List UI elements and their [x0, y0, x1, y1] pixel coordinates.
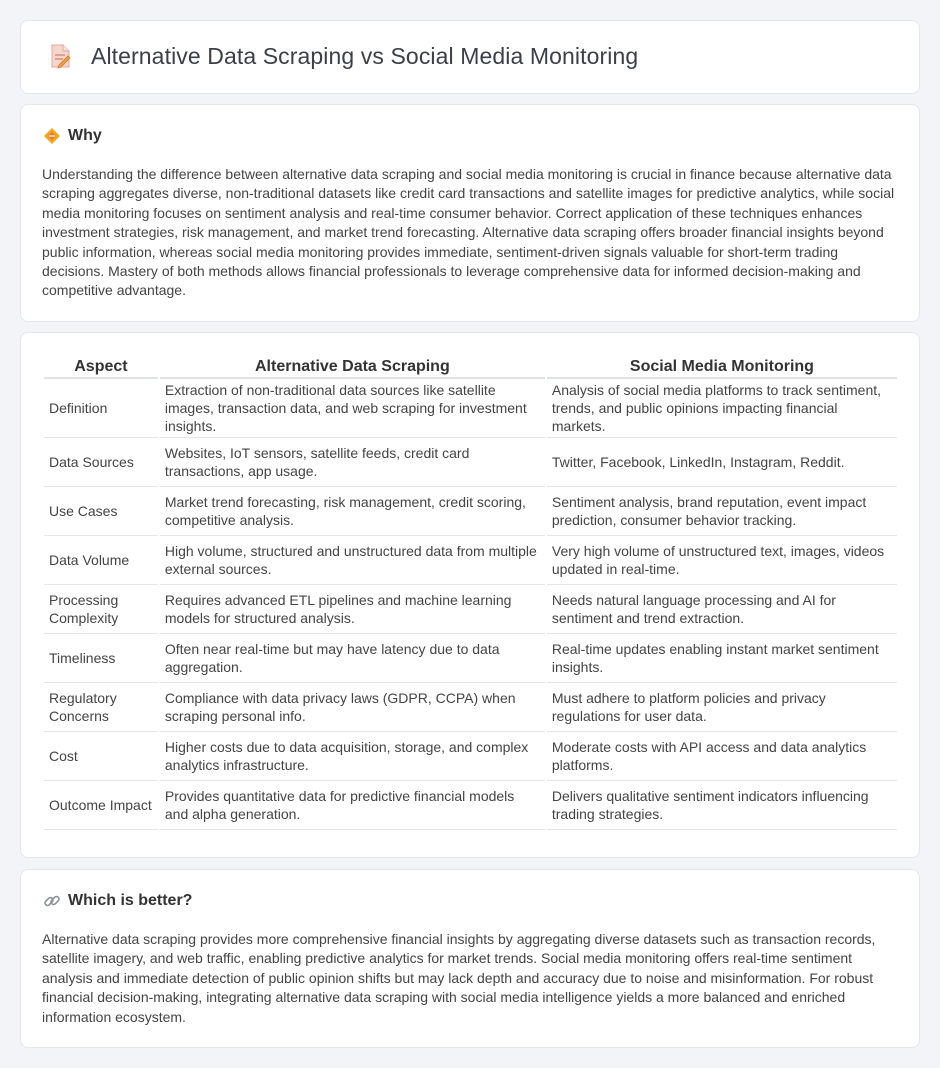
header-card: [20, 20, 920, 94]
better-title: Which is better?: [68, 892, 193, 909]
better-text: Alternative data scraping provides more comprehensive financial insights by aggregating diverse datasets such as transaction records, satellite imagery, and web traffic, enabling predictive analytics for market trends. Social media monitoring offers real-time sentiment analysis and immediate detection of public opinion shifts but may lack depth and accuracy due to noise and misinformation. For robust financial decision-making, integrating alternative data scraping with social media intelligence yields a more balanced and enriched information ecosystem.: [42, 931, 876, 1025]
cell-alt: Requires advanced ETL pipelines and machine learning models for structured analysis.: [160, 585, 545, 634]
title-row: [45, 41, 638, 71]
cell-alt: Often near real-time but may have latency due to data aggregation.: [160, 634, 545, 683]
page-title: Alternative Data Scraping vs Social Media Monitoring: [91, 42, 639, 69]
cell-sm: Twitter, Facebook, LinkedIn, Instagram, Reddit.: [547, 438, 897, 487]
table-row: [44, 683, 897, 732]
cell-sm: Analysis of social media platforms to track sentiment, trends, and public opinions impacting financial markets.: [547, 379, 897, 438]
comparison-section: [20, 332, 920, 858]
why-heading: [43, 127, 102, 145]
comparison-table: [42, 355, 899, 830]
cell-aspect: Data Volume: [44, 536, 158, 585]
table-row: [44, 781, 897, 830]
better-heading: [43, 892, 192, 910]
table-row: [44, 585, 897, 634]
cell-sm: Real-time updates enabling instant market sentiment insights.: [547, 634, 897, 683]
cell-alt: Websites, IoT sensors, satellite feeds, credit card transactions, app usage.: [160, 438, 545, 487]
cell-sm: Moderate costs with API access and data analytics platforms.: [547, 732, 897, 781]
why-text: Understanding the difference between alternative data scraping and social media monitoring is crucial in finance because alternative data scraping aggregates diverse, non-traditional datasets like credit card transactions and satellite images for predictive analytics, while social media monitoring focuses on sentiment analysis and real-time consumer behavior. Correct application of these techniques enhances investment strategies, risk management, and market trend forecasting. Alternative data scraping offers broader financial insights beyond public information, whereas social media monitoring provides immediate, sentiment-driven signals valuable for short-term trading decisions. Mastery of both methods allows financial professionals to leverage comprehensive data for informed decision-making and competitive advantage.: [42, 166, 895, 299]
header-aspect: Aspect: [44, 355, 158, 379]
diamond-icon: [43, 127, 61, 145]
cell-aspect: Use Cases: [44, 487, 158, 536]
cell-sm: Needs natural language processing and AI for sentiment and trend extraction.: [547, 585, 897, 634]
which-is-better-section: [20, 869, 920, 1048]
header-alt-data: Alternative Data Scraping: [160, 355, 545, 379]
table-row: [44, 732, 897, 781]
cell-alt: Extraction of non-traditional data sources like satellite images, transaction data, and web scraping for investment insights.: [160, 379, 545, 438]
cell-sm: Delivers qualitative sentiment indicators influencing trading strategies.: [547, 781, 897, 830]
cell-sm: Sentiment analysis, brand reputation, event impact prediction, consumer behavior tracking.: [547, 487, 897, 536]
cell-alt: Market trend forecasting, risk management, credit scoring, competitive analysis.: [160, 487, 545, 536]
cell-aspect: Definition: [44, 379, 158, 438]
table-row: [44, 438, 897, 487]
table-row: [44, 487, 897, 536]
cell-alt: Higher costs due to data acquisition, storage, and complex analytics infrastructure.: [160, 732, 545, 781]
table-row: [44, 536, 897, 585]
header-social-media: Social Media Monitoring: [547, 355, 897, 379]
why-section: [20, 104, 920, 322]
cell-aspect: Processing Complexity: [44, 585, 158, 634]
cell-alt: Provides quantitative data for predictive financial models and alpha generation.: [160, 781, 545, 830]
cell-alt: Compliance with data privacy laws (GDPR, CCPA) when scraping personal info.: [160, 683, 545, 732]
cell-alt: High volume, structured and unstructured data from multiple external sources.: [160, 536, 545, 585]
cell-sm: Very high volume of unstructured text, images, videos updated in real-time.: [547, 536, 897, 585]
table-row: [44, 379, 897, 438]
why-title: Why: [68, 127, 102, 144]
document-icon: [45, 41, 75, 71]
cell-aspect: Data Sources: [44, 438, 158, 487]
cell-aspect: Regulatory Concerns: [44, 683, 158, 732]
cell-sm: Must adhere to platform policies and privacy regulations for user data.: [547, 683, 897, 732]
table-row: [44, 634, 897, 683]
link-icon: [43, 892, 61, 910]
cell-aspect: Outcome Impact: [44, 781, 158, 830]
table-header-row: [44, 355, 897, 379]
cell-aspect: Timeliness: [44, 634, 158, 683]
cell-aspect: Cost: [44, 732, 158, 781]
